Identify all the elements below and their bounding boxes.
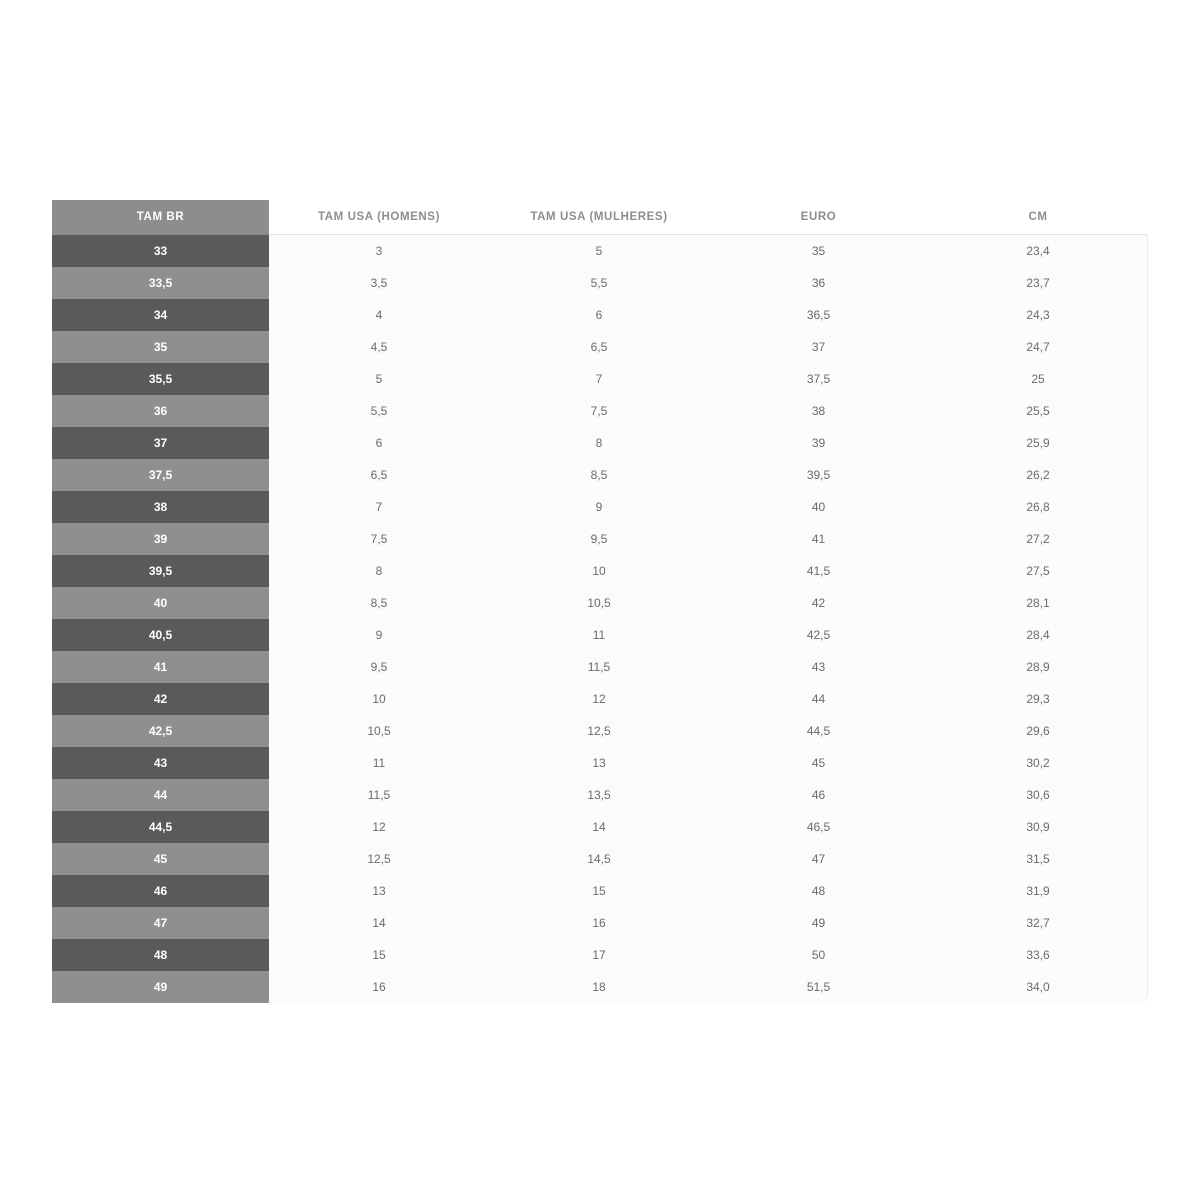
- cell-usa-mulheres: 7,5: [489, 395, 709, 427]
- table-row: [52, 427, 1148, 459]
- cell-euro: 49: [709, 907, 928, 939]
- table-row: [52, 619, 1148, 651]
- cell-euro: 46: [709, 779, 928, 811]
- cell-tam-br: 46: [52, 875, 269, 907]
- cell-euro: 45: [709, 747, 928, 779]
- cell-euro: 36,5: [709, 299, 928, 331]
- cell-usa-homens: 12: [269, 811, 489, 843]
- cell-cm: 34,0: [928, 971, 1148, 1003]
- cell-euro: 37: [709, 331, 928, 363]
- cell-cm: 33,6: [928, 939, 1148, 971]
- cell-usa-mulheres: 11: [489, 619, 709, 651]
- cell-tam-br: 44: [52, 779, 269, 811]
- table-row: [52, 363, 1148, 395]
- cell-cm: 27,2: [928, 523, 1148, 555]
- cell-euro: 36: [709, 267, 928, 299]
- cell-cm: 26,8: [928, 491, 1148, 523]
- cell-usa-mulheres: 7: [489, 363, 709, 395]
- cell-cm: 26,2: [928, 459, 1148, 491]
- cell-cm: 30,2: [928, 747, 1148, 779]
- cell-tam-br: 37,5: [52, 459, 269, 491]
- cell-usa-mulheres: 18: [489, 971, 709, 1003]
- table-row: [52, 491, 1148, 523]
- cell-cm: 28,4: [928, 619, 1148, 651]
- cell-cm: 24,3: [928, 299, 1148, 331]
- cell-euro: 38: [709, 395, 928, 427]
- cell-usa-homens: 11,5: [269, 779, 489, 811]
- cell-usa-homens: 16: [269, 971, 489, 1003]
- cell-tam-br: 35,5: [52, 363, 269, 395]
- cell-usa-homens: 4: [269, 299, 489, 331]
- cell-cm: 24,7: [928, 331, 1148, 363]
- column-header-tam-usa-mulheres: TAM USA (MULHERES): [489, 200, 709, 235]
- cell-usa-mulheres: 6: [489, 299, 709, 331]
- cell-euro: 40: [709, 491, 928, 523]
- cell-cm: 30,6: [928, 779, 1148, 811]
- cell-usa-mulheres: 9,5: [489, 523, 709, 555]
- cell-cm: 23,7: [928, 267, 1148, 299]
- cell-tam-br: 33: [52, 235, 269, 268]
- cell-cm: 23,4: [928, 235, 1148, 268]
- cell-usa-homens: 4,5: [269, 331, 489, 363]
- cell-tam-br: 37: [52, 427, 269, 459]
- cell-usa-mulheres: 12: [489, 683, 709, 715]
- cell-usa-mulheres: 10: [489, 555, 709, 587]
- cell-usa-mulheres: 13,5: [489, 779, 709, 811]
- cell-tam-br: 34: [52, 299, 269, 331]
- table-row: [52, 651, 1148, 683]
- column-header-euro: EURO: [709, 200, 928, 235]
- cell-tam-br: 39: [52, 523, 269, 555]
- cell-euro: 42: [709, 587, 928, 619]
- cell-usa-homens: 8: [269, 555, 489, 587]
- cell-usa-mulheres: 10,5: [489, 587, 709, 619]
- cell-euro: 44,5: [709, 715, 928, 747]
- table-row: [52, 331, 1148, 363]
- cell-cm: 28,1: [928, 587, 1148, 619]
- cell-usa-mulheres: 15: [489, 875, 709, 907]
- cell-usa-homens: 14: [269, 907, 489, 939]
- table-row: [52, 683, 1148, 715]
- cell-usa-mulheres: 13: [489, 747, 709, 779]
- cell-usa-homens: 6: [269, 427, 489, 459]
- cell-cm: 29,6: [928, 715, 1148, 747]
- cell-euro: 51,5: [709, 971, 928, 1003]
- table-row: [52, 235, 1148, 268]
- cell-cm: 29,3: [928, 683, 1148, 715]
- cell-tam-br: 40,5: [52, 619, 269, 651]
- cell-usa-homens: 5,5: [269, 395, 489, 427]
- cell-usa-mulheres: 14,5: [489, 843, 709, 875]
- cell-usa-mulheres: 9: [489, 491, 709, 523]
- cell-euro: 44: [709, 683, 928, 715]
- cell-usa-homens: 15: [269, 939, 489, 971]
- cell-usa-homens: 3: [269, 235, 489, 268]
- cell-euro: 39: [709, 427, 928, 459]
- cell-usa-homens: 11: [269, 747, 489, 779]
- cell-usa-mulheres: 8,5: [489, 459, 709, 491]
- cell-usa-homens: 6,5: [269, 459, 489, 491]
- table-row: [52, 779, 1148, 811]
- cell-tam-br: 36: [52, 395, 269, 427]
- cell-usa-mulheres: 14: [489, 811, 709, 843]
- cell-usa-homens: 7: [269, 491, 489, 523]
- table-row: [52, 459, 1148, 491]
- table-row: [52, 875, 1148, 907]
- cell-euro: 46,5: [709, 811, 928, 843]
- cell-usa-homens: 13: [269, 875, 489, 907]
- cell-usa-homens: 3,5: [269, 267, 489, 299]
- table-row: [52, 715, 1148, 747]
- cell-euro: 37,5: [709, 363, 928, 395]
- cell-tam-br: 39,5: [52, 555, 269, 587]
- cell-tam-br: 43: [52, 747, 269, 779]
- cell-tam-br: 48: [52, 939, 269, 971]
- cell-tam-br: 47: [52, 907, 269, 939]
- cell-tam-br: 49: [52, 971, 269, 1003]
- table-row: [52, 555, 1148, 587]
- cell-euro: 47: [709, 843, 928, 875]
- cell-usa-homens: 12,5: [269, 843, 489, 875]
- cell-cm: 32,7: [928, 907, 1148, 939]
- cell-euro: 41: [709, 523, 928, 555]
- cell-usa-mulheres: 5: [489, 235, 709, 268]
- cell-tam-br: 38: [52, 491, 269, 523]
- cell-euro: 42,5: [709, 619, 928, 651]
- cell-tam-br: 44,5: [52, 811, 269, 843]
- table-body: [52, 235, 1148, 1004]
- cell-tam-br: 33,5: [52, 267, 269, 299]
- column-header-tam-usa-homens: TAM USA (HOMENS): [269, 200, 489, 235]
- table-header: [52, 200, 1148, 235]
- table-row: [52, 939, 1148, 971]
- cell-cm: 25,9: [928, 427, 1148, 459]
- table-header-row: [52, 200, 1148, 235]
- table-row: [52, 971, 1148, 1003]
- cell-usa-homens: 10: [269, 683, 489, 715]
- cell-tam-br: 41: [52, 651, 269, 683]
- cell-tam-br: 42,5: [52, 715, 269, 747]
- cell-euro: 41,5: [709, 555, 928, 587]
- cell-cm: 31,9: [928, 875, 1148, 907]
- cell-usa-homens: 10,5: [269, 715, 489, 747]
- table-row: [52, 843, 1148, 875]
- cell-euro: 50: [709, 939, 928, 971]
- cell-tam-br: 40: [52, 587, 269, 619]
- cell-usa-mulheres: 11,5: [489, 651, 709, 683]
- cell-cm: 30,9: [928, 811, 1148, 843]
- cell-usa-homens: 9,5: [269, 651, 489, 683]
- cell-usa-mulheres: 12,5: [489, 715, 709, 747]
- cell-usa-mulheres: 5,5: [489, 267, 709, 299]
- column-header-cm: CM: [928, 200, 1148, 235]
- cell-usa-mulheres: 8: [489, 427, 709, 459]
- table-row: [52, 907, 1148, 939]
- cell-usa-mulheres: 6,5: [489, 331, 709, 363]
- table-row: [52, 299, 1148, 331]
- cell-euro: 43: [709, 651, 928, 683]
- cell-usa-homens: 7,5: [269, 523, 489, 555]
- cell-usa-homens: 9: [269, 619, 489, 651]
- column-header-tam-br: TAM BR: [52, 200, 269, 235]
- table-row: [52, 267, 1148, 299]
- cell-cm: 27,5: [928, 555, 1148, 587]
- table-row: [52, 395, 1148, 427]
- cell-usa-homens: 5: [269, 363, 489, 395]
- cell-cm: 25: [928, 363, 1148, 395]
- table-row: [52, 747, 1148, 779]
- cell-cm: 28,9: [928, 651, 1148, 683]
- cell-euro: 39,5: [709, 459, 928, 491]
- cell-usa-mulheres: 16: [489, 907, 709, 939]
- table-row: [52, 523, 1148, 555]
- cell-cm: 31,5: [928, 843, 1148, 875]
- table-row: [52, 811, 1148, 843]
- cell-usa-mulheres: 17: [489, 939, 709, 971]
- cell-cm: 25,5: [928, 395, 1148, 427]
- cell-tam-br: 42: [52, 683, 269, 715]
- cell-euro: 35: [709, 235, 928, 268]
- cell-tam-br: 45: [52, 843, 269, 875]
- cell-euro: 48: [709, 875, 928, 907]
- table-row: [52, 587, 1148, 619]
- cell-tam-br: 35: [52, 331, 269, 363]
- size-chart-container: [52, 200, 1148, 1003]
- size-conversion-table: [52, 200, 1148, 1003]
- cell-usa-homens: 8,5: [269, 587, 489, 619]
